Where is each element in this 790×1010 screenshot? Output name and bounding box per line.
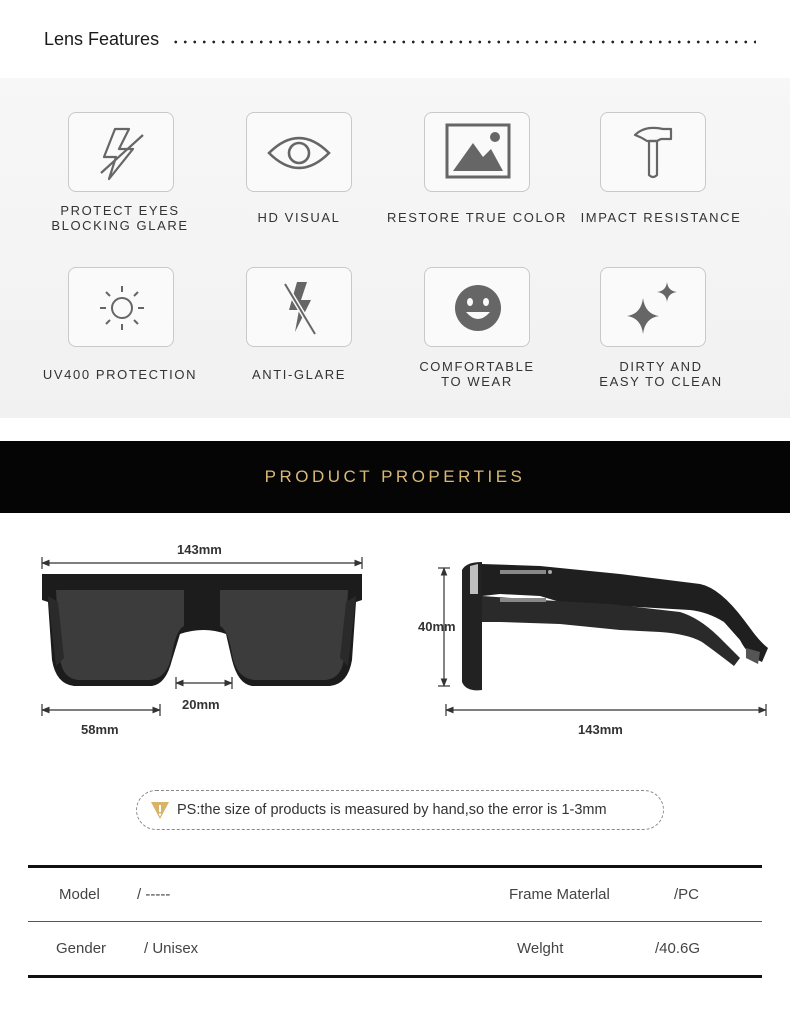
feature-label-anti-glare [199,367,399,382]
feature-tile-protect-eyes [68,112,174,192]
table-row [28,922,762,975]
feature-tile-easy-clean [600,267,706,347]
feature-label-line: EASY TO CLEAN [599,374,723,389]
dimension-drawings [0,530,790,750]
dotted-rule [171,40,756,44]
table-bottom-rule [28,975,762,978]
feature-label-comfortable [377,359,577,389]
feature-tile-anti-glare [246,267,352,347]
spec-value: /40.6G [655,940,701,957]
front-width-label: 143mm [177,542,222,557]
lens-features-header [44,26,756,52]
feature-label-hd-visual [199,210,399,225]
sun-icon [69,268,175,348]
product-properties-title: PRODUCT PROPERTIES [264,467,526,486]
front-view-glasses [42,574,362,686]
measurement-note [136,790,664,830]
feature-label-restore-color [377,210,577,225]
product-properties-band [0,441,790,513]
feature-tile-uv400 [68,267,174,347]
sparkle-icon [601,268,707,348]
spec-value: / Unisex [144,940,199,957]
warning-icon [149,799,171,821]
feature-tile-comfortable [424,267,530,347]
smiley-icon [425,268,531,348]
feature-label-line: IMPACT RESISTANCE [580,210,742,225]
feature-tile-impact [600,112,706,192]
feature-label-line: DIRTY AND [619,359,703,374]
feature-label-line: PROTECT EYES [60,203,180,218]
lens-features-title: Lens Features [44,28,160,49]
temple-length-label: 143mm [578,722,623,737]
eye-icon [247,113,353,193]
table-row [28,868,762,921]
feature-label-line: RESTORE TRUE COLOR [386,210,567,225]
spec-label: Frame Materlal [509,886,610,903]
feature-label-line: ANTI-GLARE [251,367,346,382]
spec-label: Model [59,886,100,903]
side-height-label: 40mm [418,619,456,634]
feature-label-easy-clean [561,359,761,389]
feature-tile-restore-color [424,112,530,192]
spec-value: / ----- [137,886,171,903]
bridge-width-label: 20mm [182,697,220,712]
feature-tile-hd-visual [246,112,352,192]
side-view-glasses [462,562,768,690]
feature-label-line: HD VISUAL [257,210,341,225]
feature-label-uv400 [20,367,220,382]
dimensions-section [0,530,790,750]
anti-glare-icon [247,268,353,348]
feature-label-impact [561,210,761,225]
note-text: PS:the size of products is measured by hand,so the error is 1-3mm [177,802,607,818]
lightning-icon [69,113,175,193]
spec-table [28,865,762,978]
hammer-icon [601,113,707,193]
feature-label-line: TO WEAR [441,374,513,389]
spec-label: Gender [56,940,107,957]
feature-label-protect-eyes [20,203,220,233]
landscape-image-icon [425,113,531,193]
features-panel [0,78,790,418]
spec-label: Welght [517,940,564,957]
spec-value: /PC [674,886,700,903]
feature-label-line: BLOCKING GLARE [51,218,189,233]
lens-width-label: 58mm [81,722,119,737]
feature-label-line: COMFORTABLE [419,359,535,374]
feature-label-line: UV400 PROTECTION [42,367,198,382]
